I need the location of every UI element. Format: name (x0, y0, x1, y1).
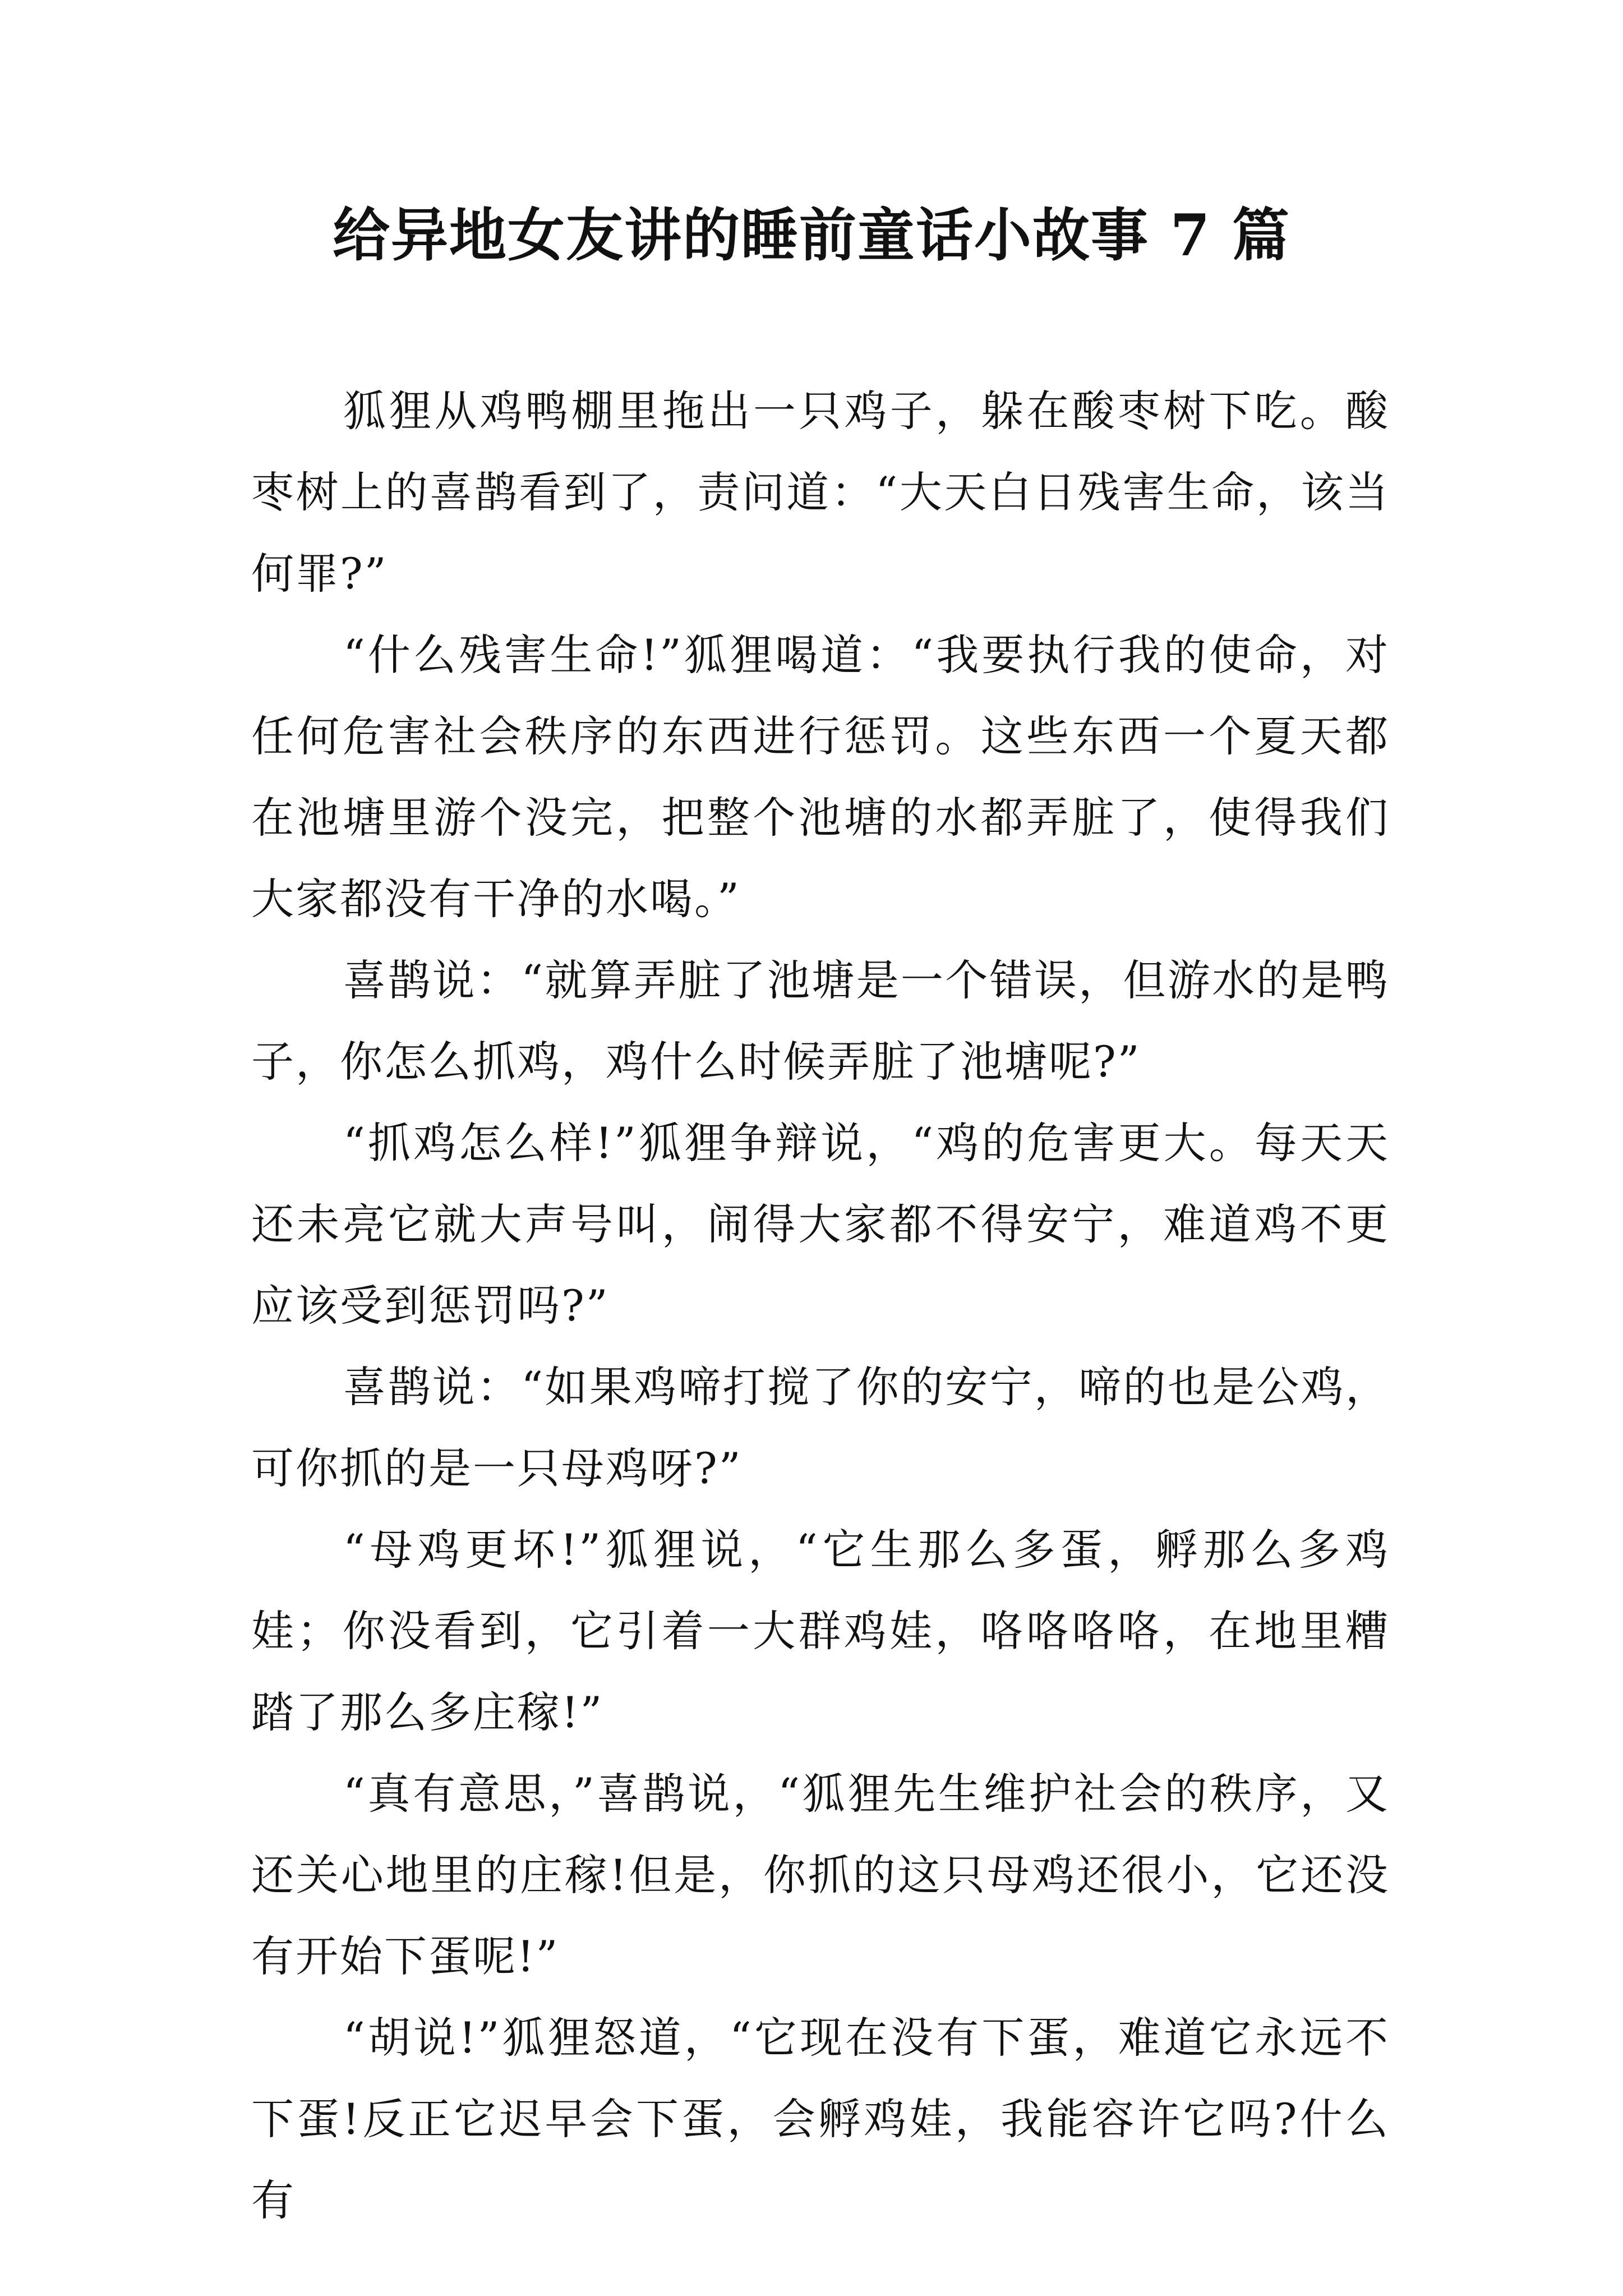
paragraph: “胡说!”狐狸怒道，“它现在没有下蛋，难道它永远不下蛋!反正它迟早会下蛋，会孵鸡娃，我能容许它吗?什么有 (251, 2013, 1390, 2225)
page-title: 给异地女友讲的睡前童话小故事 7 篇 (333, 202, 1290, 269)
paragraph: 狐狸从鸡鸭棚里拖出一只鸡子，躲在酸枣树下吃。酸枣树上的喜鹊看到了，责问道：“大天白日残害生命，该当何罪?” (251, 386, 1390, 599)
paragraph: “母鸡更坏!”狐狸说，“它生那么多蛋，孵那么多鸡娃；你没看到，它引着一大群鸡娃，咯咯咯咯，在地里糟踏了那么多庄稼!” (251, 1525, 1390, 1737)
document-body (251, 370, 1390, 2241)
paragraph: “抓鸡怎么样!”狐狸争辩说，“鸡的危害更大。每天天还未亮它就大声号叫，闹得大家都不得安宁，难道鸡不更应该受到惩罚吗?” (251, 1118, 1390, 1331)
paragraph: 喜鹊说：“就算弄脏了池塘是一个错误，但游水的是鸭子，你怎么抓鸡，鸡什么时候弄脏了池塘呢?” (251, 955, 1390, 1087)
paragraph: “真有意思，”喜鹊说，“狐狸先生维护社会的秩序，又还关心地里的庄稼!但是，你抓的这只母鸡还很小，它还没有开始下蛋呢!” (251, 1769, 1390, 1981)
paragraph: “什么残害生命!”狐狸喝道：“我要执行我的使命，对任何危害社会秩序的东西进行惩罚。这些东西一个夏天都在池塘里游个没完，把整个池塘的水都弄脏了，使得我们大家都没有干净的水喝。” (251, 630, 1390, 924)
paragraph: 喜鹊说：“如果鸡啼打搅了你的安宁，啼的也是公鸡，可你抓的是一只母鸡呀?” (251, 1362, 1390, 1493)
